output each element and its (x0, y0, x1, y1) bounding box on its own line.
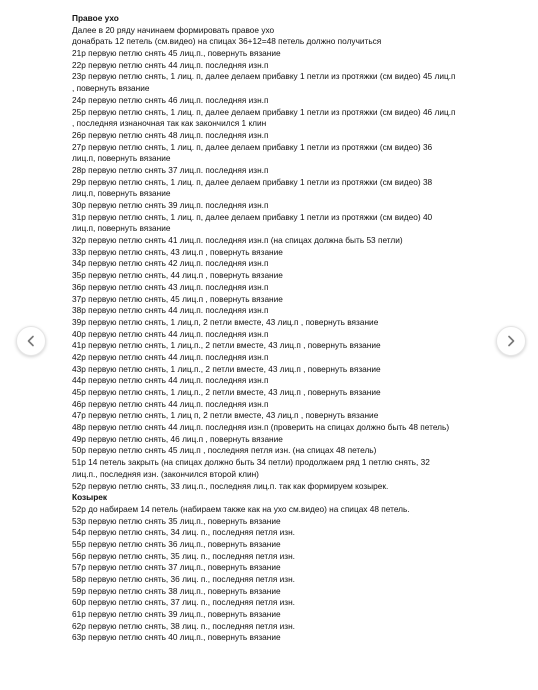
text-line: 37р первую петлю снять, 45 лиц.п , повернуть вязание (72, 293, 283, 304)
text-line: 21р первую петлю снять 45 лиц.п., повернуть вязание (72, 48, 281, 59)
text-line: 59р первую петлю снять 38 лиц.п., повернуть вязание (72, 585, 281, 596)
text-line: 49р первую петлю снять, 46 лиц.п , повернуть вязание (72, 433, 283, 444)
section-heading: Козырек (72, 492, 108, 503)
text-line: 46р первую петлю снять 44 лиц.п. последняя изн.п (72, 398, 269, 409)
text-line: лиц.п., последняя изн. (закончился второй клин) (72, 468, 259, 479)
text-line: 44р первую петлю снять 44 лиц.п. последняя изн.п (72, 375, 269, 386)
text-line: 23р первую петлю снять, 1 лиц. п, далее делаем прибавку 1 петли из протяжки (см видео) 45 лиц.п (72, 71, 456, 82)
text-line: 53р первую петлю снять 35 лиц.п., повернуть вязание (72, 515, 281, 526)
text-line: , повернуть вязание (72, 83, 150, 94)
text-line: 47р первую петлю снять, 1 лиц п, 2 петли вместе, 43 лиц.п , повернуть вязание (72, 410, 379, 421)
text-line: 61р первую петлю снять 39 лиц.п., повернуть вязание (72, 609, 281, 620)
text-line: 43р первую петлю снять, 1 лиц.п., 2 петли вместе, 43 лиц.п , повернуть вязание (72, 363, 381, 374)
text-line: 52р первую петлю снять, 33 лиц.п., последняя лиц.п. так как формируем козырек. (72, 480, 389, 491)
text-line: 57р первую петлю снять 37 лиц.п., повернуть вязание (72, 562, 281, 573)
text-line: лиц.п, повернуть вязание (72, 188, 171, 199)
text-line: 41р первую петлю снять, 1 лиц.п., 2 петли вместе, 43 лиц.п , повернуть вязание (72, 340, 381, 351)
text-line: 45р первую петлю снять, 1 лиц.п., 2 петли вместе, 43 лиц.п , повернуть вязание (72, 387, 381, 397)
text-line: 51р 14 петель закрыть (на спицах должно быть 34 петли) продолжаем ряд 1 петлю снять, 32 (72, 457, 430, 468)
text-line: 22р первую петлю снять 44 лиц.п. последняя изн.п (72, 59, 269, 70)
text-line: 52р до набираем 14 петель (набираем также как на ухо см.видео) на спицах 48 петель. (72, 503, 410, 514)
text-line: донабрать 12 петель (см.видео) на спицах 36+12=48 петель должно получиться (72, 36, 382, 47)
text-line: 38р первую петлю снять 44 лиц.п. последняя изн.п (72, 305, 269, 316)
text-line: 34р первую петлю снять 42 лиц.п. последняя изн.п (72, 258, 269, 269)
text-line: лиц.п, повернуть вязание (72, 223, 171, 234)
text-line: 30р первую петлю снять 39 лиц.п. последняя изн.п (72, 200, 269, 210)
text-line: 27р первую петлю снять, 1 лиц. п, далее делаем прибавку 1 петли из протяжки (см видео) 36 (72, 141, 433, 152)
text-line: 29р первую петлю снять, 1 лиц. п, далее делаем прибавку 1 петли из протяжки (см видео) 38 (72, 176, 433, 187)
text-line: 50р первую петлю снять 45 лиц.п , последняя петля изн. (на спицах 48 петель) (72, 445, 377, 456)
text-line: 40р первую петлю снять 44 лиц.п. последняя изн.п (72, 328, 269, 339)
text-line: 28р первую петлю снять 37 лиц.п. последняя изн.п (72, 164, 269, 175)
text-line: 58р первую петлю снять, 36 лиц. п., последняя петля изн. (72, 574, 295, 584)
text-line: 42р первую петлю снять 44 лиц.п. последняя изн.п (72, 351, 269, 362)
text-line: 25р первую петлю снять, 1 лиц. п, далее делаем прибавку 1 петли из протяжки (см видео) 46 лиц.п (72, 106, 456, 117)
section-heading: Правое ухо (72, 13, 119, 23)
text-line: 36р первую петлю снять 43 лиц.п. последняя изн.п (72, 281, 269, 292)
text-line: 54р первую петлю снять, 34 лиц. п., последняя петля изн. (72, 527, 295, 538)
text-line: 56р первую петлю снять, 35 лиц. п., последняя петля изн. (72, 550, 295, 561)
text-line: 33р первую петлю снять, 43 лиц.п , повернуть вязание (72, 246, 283, 257)
text-line: 35р первую петлю снять, 44 лиц.п , повернуть вязание (72, 270, 283, 281)
text-line: 63р первую петлю снять 40 лиц.п., повернуть вязание (72, 632, 281, 643)
text-line: 39р первую петлю снять, 1 лиц.п, 2 петли вместе, 43 лиц.п , повернуть вязание (72, 316, 379, 327)
text-line: , последняя изнаночная так как закончился 1 клин (72, 118, 267, 129)
document-text (72, 13, 512, 644)
text-line: 60р первую петлю снять, 37 лиц. п., последняя петля изн. (72, 597, 295, 608)
previous-image-button[interactable] (16, 326, 46, 356)
text-line: 26р первую петлю снять 48 лиц.п. последняя изн.п (72, 129, 269, 140)
text-line: лиц.п, повернуть вязание (72, 153, 171, 164)
text-line: 32р первую петлю снять 41 лиц.п. последняя изн.п (на спицах должна быть 53 петли) (72, 235, 403, 246)
chevron-right-icon (505, 335, 517, 347)
text-line: 62р первую петлю снять, 38 лиц. п., последняя петля изн. (72, 620, 295, 631)
text-line: 31р первую петлю снять, 1 лиц. п, далее делаем прибавку 1 петли из протяжки (см видео) 40 (72, 211, 433, 222)
chevron-left-icon (25, 335, 37, 347)
text-line: 55р первую петлю снять 36 лиц.п., повернуть вязание (72, 538, 281, 549)
text-line: 48р первую петлю снять 44 лиц.п. последняя изн.п (проверить на спицах должно быть 48 петель) (72, 422, 450, 433)
next-image-button[interactable] (496, 326, 526, 356)
text-line: 24р первую петлю снять 46 лиц.п. последняя изн.п (72, 94, 269, 105)
text-line: Далее в 20 ряду начинаем формировать правое ухо (72, 24, 275, 35)
